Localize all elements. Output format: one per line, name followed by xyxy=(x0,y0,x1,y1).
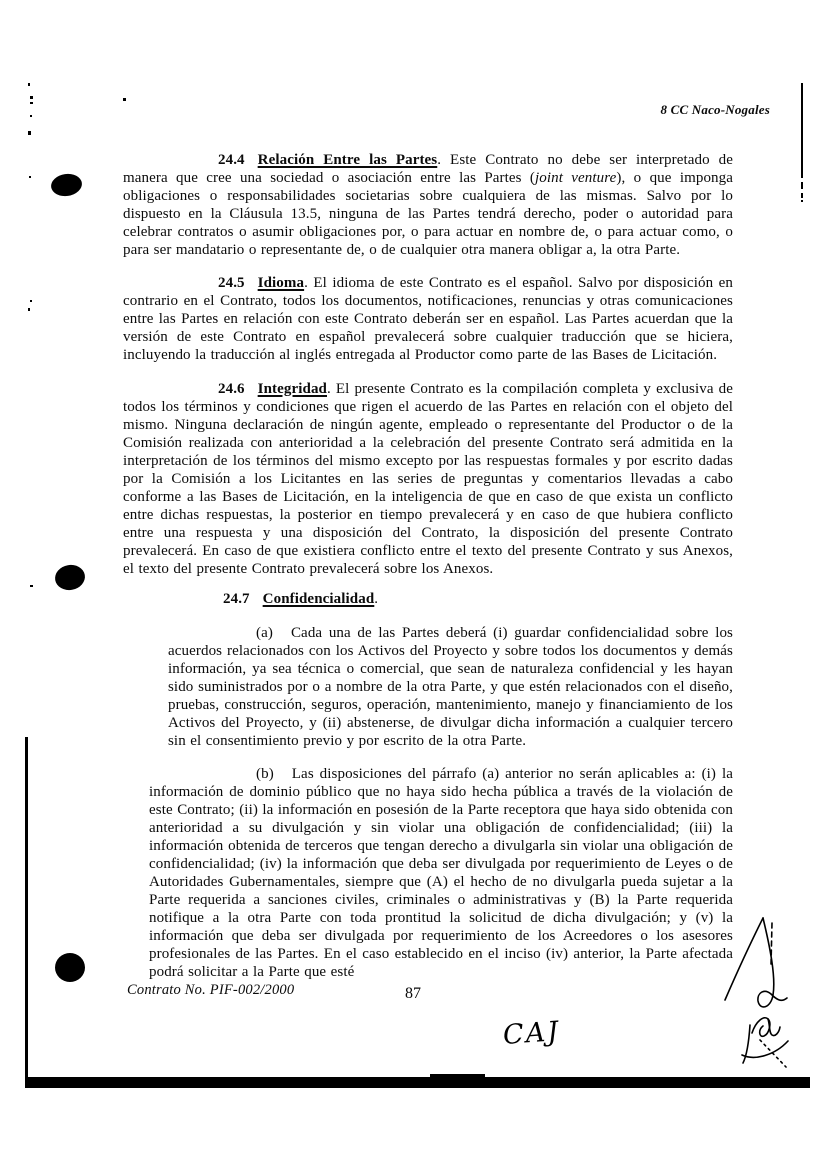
section-24-6-paragraph xyxy=(123,380,733,578)
subsection-a-label: (a) xyxy=(256,625,273,641)
ink-speck xyxy=(29,176,31,178)
section-24-4-title: Relación Entre las Partes xyxy=(257,152,438,168)
section-24-7-number: 24.7 xyxy=(223,591,250,607)
section-24-6-body: . El presente Contrato es la compilación completa y exclusiva de todos los términos y condiciones que rigen el acuerdo de las Partes en relación con el objeto del mismo. Ninguna declaración de ningún agente, empleado o representante del Productor o de la Comisión realizada con anterioridad a la celebración del presente Contrato será admitida en la interpretación de los términos del mismo excepto por las respuestas formales y por escrito dadas por la Comisión a los Licitantes en las series de preguntas y comentarios llevadas a cabo conforme a las Bases de Licitación, en la inteligencia de que en caso de que exista un conflicto entre dichas respuestas, la posterior en tiempo prevalecerá y en caso de que hubiera conflicto entre una respuesta y una disposición del Contrato, la disposición del presente Contrato prevalecerá. En caso de que existiera conflicto entre el texto del presente Contrato y sus Anexos, el texto del presente Contrato prevalecerá sobre los Anexos. xyxy=(123,381,733,577)
scan-edge-line-left xyxy=(25,737,28,1085)
ink-speck xyxy=(28,308,30,311)
italic-term-joint-venture: joint venture xyxy=(534,170,617,186)
contract-body xyxy=(123,151,733,981)
scan-edge-line-right xyxy=(801,83,803,178)
ink-speck xyxy=(30,300,32,302)
ink-speck xyxy=(30,115,32,117)
ink-speck xyxy=(30,585,33,587)
scan-edge-line-right-dash xyxy=(801,200,803,202)
subsection-a-body: Cada una de las Partes deberá (i) guardar confidencialidad sobre los acuerdos relacionados con los Activos del Proyecto y sobre todos los documentos y demás información, ya sea técnica o comercial, que sean de naturaleza confidencial y les hayan sido suministrados por o a nombre de la otra Parte, y que estén relacionados con el diseño, pruebas, construcción, seguros, operación, mantenimiento, manejo y financiamiento de los Activos del Proyecto, y (ii) abstenerse, de divulgar dicha información a cualquier tercero sin el consentimiento previo y por escrito de la otra Parte. xyxy=(168,625,733,749)
ink-speck xyxy=(28,83,30,86)
running-header-label: 8 CC Naco-Nogales xyxy=(660,102,770,117)
section-24-7-period: . xyxy=(374,591,379,607)
section-24-4-number: 24.4 xyxy=(218,152,245,168)
page-number: 87 xyxy=(405,985,421,1002)
subsection-b-label: (b) xyxy=(256,766,274,782)
punch-hole-mark-middle xyxy=(53,563,87,593)
footer-contract-number: Contrato No. PIF-002/2000 xyxy=(127,982,295,998)
scan-edge-line-right-dash xyxy=(801,193,803,198)
scan-edge-line-right-dash xyxy=(801,182,803,189)
section-24-5-body: . El idioma de este Contrato es el español. Salvo por disposición en contrario en el Contrato, todos los documentos, notificaciones, renuncias y otras comunicaciones entre las Partes en relación con este Contrato deberán ser en español. Las Partes acuerdan que la versión de este Contrato en español prevalecerá sobre cualquier traducción que se hiciera, incluyendo la traducción al inglés entregada al Productor como parte de las Bases de Licitación. xyxy=(123,275,733,363)
section-24-7-heading xyxy=(123,590,733,608)
signature-scribble xyxy=(700,905,828,1075)
subsection-b-body: Las disposiciones del párrafo (a) anterior no serán aplicables a: (i) la información de dominio público que no haya sido hecha pública a través de la violación de este Contrato; (ii) la información en posesión de la Parte receptora que haya sido obtenida con anterioridad a su divulgación y sin violar una obligación de confidencialidad; (iii) la información obtenida de terceros que tengan derecho a divulgarla sin violar una obligación de confidencialidad; (iv) la información que deba ser divulgada por requerimiento de Leyes o de Autoridades Gubernamentales, siempre que (A) el hecho de no divulgarla pueda sujetar a la Parte requerida a sanciones civiles, criminales o administrativas y (B) la Parte requerida notifique a la otra Parte con toda prontitud la solicitud de dicha divulgación; y (v) la información que deba ser divulgada por requerimiento de los Acreedores o los asesores profesionales de las Partes. En el caso establecido en el inciso (iv) anterior, la Parte afectada podrá solicitar a la Parte que esté xyxy=(149,766,733,980)
ink-speck xyxy=(30,96,33,99)
subsection-a-paragraph xyxy=(168,624,733,750)
section-24-4-paragraph xyxy=(123,151,733,259)
punch-hole-mark-bottom xyxy=(55,953,85,982)
section-24-4-body: . Este Contrato no debe ser interpretado de manera que cree una sociedad o asociación entre las Partes ( xyxy=(123,152,734,186)
scan-bottom-bar xyxy=(25,1077,810,1088)
section-24-4-body-cont: ), o que imponga obligaciones o responsabilidades societarias sobre cualquiera de las mismas. Salvo por lo dispuesto en la Cláusula 13.5, ninguna de las Partes tendrá derecho, poder o autoridad para celebrar contratos o asumir obligaciones por, o para actuar en nombre de, o para actuar como, o para ser mandatario o representante de, o de cualquier otra manera obligar a, la otra Parte. xyxy=(123,170,734,258)
section-24-5-paragraph xyxy=(123,274,733,364)
handwritten-initials: CAJ xyxy=(501,1016,561,1051)
section-24-5-number: 24.5 xyxy=(218,275,245,291)
subsection-b-paragraph xyxy=(149,765,733,981)
punch-hole-mark-top xyxy=(50,172,84,198)
ink-speck xyxy=(123,98,126,101)
section-24-5-title: Idioma xyxy=(257,275,305,291)
ink-speck xyxy=(28,131,31,135)
section-24-6-title: Integridad xyxy=(257,381,327,397)
section-24-6-number: 24.6 xyxy=(218,381,245,397)
section-24-7-title: Confidencialidad xyxy=(262,591,375,607)
ink-speck xyxy=(30,102,33,104)
